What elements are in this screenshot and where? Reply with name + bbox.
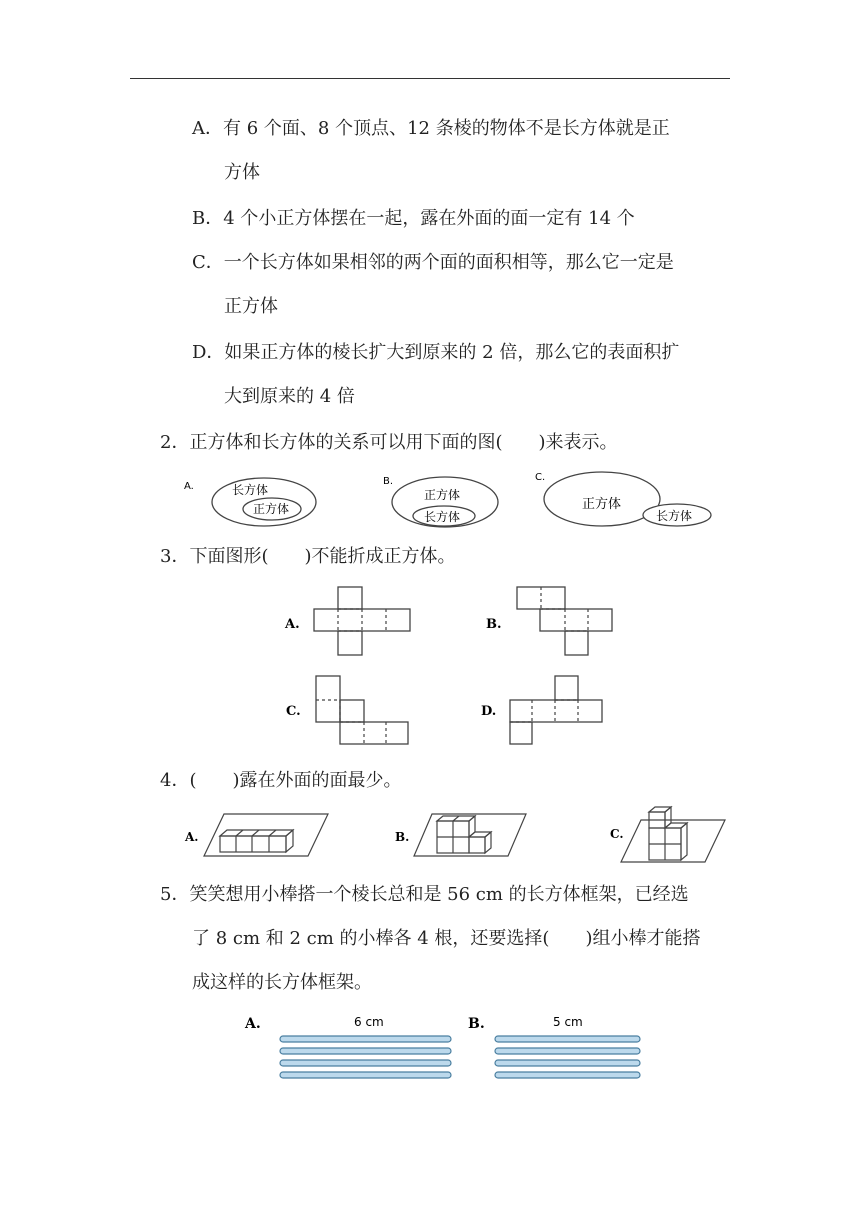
q4-c-label: C. xyxy=(610,827,624,841)
q4-b-label: B. xyxy=(395,830,410,844)
q4-figure-c[interactable] xyxy=(605,800,730,865)
q2-a-inner-text: 正方体 xyxy=(253,502,290,516)
q2-diagram-a[interactable] xyxy=(180,470,325,530)
q3-text: 3．下面图形( )不能折成正方体。 xyxy=(160,546,456,567)
q1-option-a-line2: 方体 xyxy=(224,162,260,183)
q2-c-small-text: 长方体 xyxy=(656,509,693,523)
q5-line3: 成这样的长方体框架。 xyxy=(192,972,372,993)
q2-a-outer-text: 长方体 xyxy=(232,483,269,497)
q5-line1: 5．笑笑想用小棒搭一个棱长总和是 56 cm 的长方体框架，已经选 xyxy=(160,884,689,905)
q5-b-label: B. xyxy=(468,1016,485,1032)
q2-c-label: C. xyxy=(535,472,546,483)
q1-option-a-line1: A．有 6 个面、8 个顶点、12 条棱的物体不是长方体就是正 xyxy=(192,118,670,139)
q2-diagram-b[interactable] xyxy=(380,470,505,530)
q3-d-label: D. xyxy=(481,704,497,719)
stick xyxy=(495,1060,640,1066)
q2-text: 2．正方体和长方体的关系可以用下面的图( )来表示。 xyxy=(160,432,618,453)
stick xyxy=(495,1048,640,1054)
q3-a-label: A. xyxy=(285,617,300,632)
q1-option-d-line1: D．如果正方体的棱长扩大到原来的 2 倍，那么它的表面积扩 xyxy=(192,342,680,363)
q2-b-outer-text: 正方体 xyxy=(424,488,461,502)
stick xyxy=(280,1060,451,1066)
q5-a-length: 6 cm xyxy=(354,1015,384,1029)
q4-figure-b[interactable] xyxy=(390,808,530,863)
q2-c-big-text: 正方体 xyxy=(582,497,622,512)
q5-a-label: A. xyxy=(245,1016,261,1032)
q3-net-d[interactable] xyxy=(475,672,610,747)
q1-option-d-line2: 大到原来的 4 倍 xyxy=(224,386,355,407)
q5-line2: 了 8 cm 和 2 cm 的小棒各 4 根，还要选择( )组小棒才能搭 xyxy=(192,928,701,949)
stick xyxy=(495,1072,640,1078)
stick xyxy=(280,1072,451,1078)
q4-a-base xyxy=(204,814,328,856)
q5-option-b[interactable] xyxy=(465,1010,650,1090)
header-rule xyxy=(130,78,730,79)
q3-c-label: C. xyxy=(286,704,301,719)
q4-text: 4．( )露在外面的面最少。 xyxy=(160,770,402,791)
q5-option-a[interactable] xyxy=(240,1010,460,1090)
q2-b-inner-text: 长方体 xyxy=(424,510,461,524)
q2-diagram-c[interactable] xyxy=(532,465,717,530)
q3-net-a[interactable] xyxy=(280,585,415,660)
stick xyxy=(280,1036,451,1042)
q2-a-label: A. xyxy=(184,481,194,492)
q1-option-b: B．4 个小正方体摆在一起，露在外面的面一定有 14 个 xyxy=(192,208,635,229)
q3-net-c[interactable] xyxy=(280,672,415,747)
stick xyxy=(280,1048,451,1054)
q4-figure-a[interactable] xyxy=(180,808,330,863)
q4-a-label: A. xyxy=(185,830,199,844)
q4-c-base xyxy=(621,820,725,862)
stick xyxy=(495,1036,640,1042)
q3-net-b[interactable] xyxy=(480,585,620,660)
q5-b-length: 5 cm xyxy=(553,1015,583,1029)
q2-b-label: B. xyxy=(383,476,394,487)
q1-option-c-line2: 正方体 xyxy=(224,296,278,317)
q3-b-label: B. xyxy=(486,617,502,632)
q1-option-c-line1: C．一个长方体如果相邻的两个面的面积相等，那么它一定是 xyxy=(192,252,674,273)
